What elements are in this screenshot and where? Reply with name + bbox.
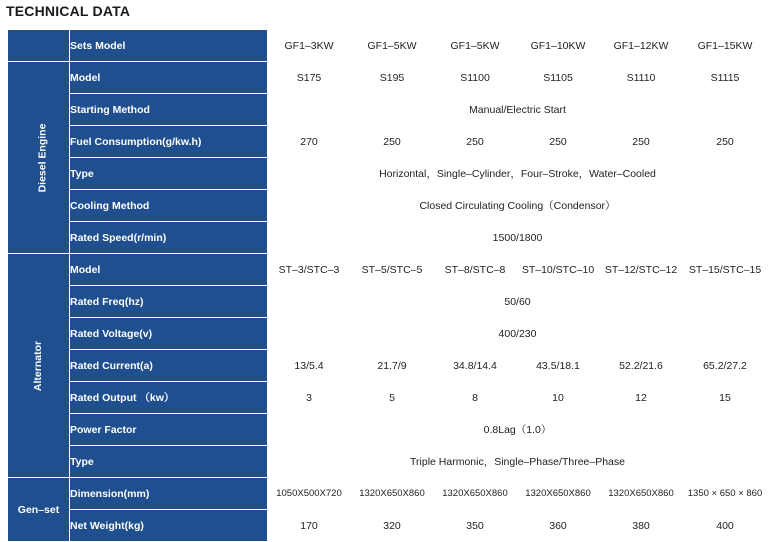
table-cell: 34.8/14.4	[434, 350, 517, 382]
table-cell: 250	[434, 126, 517, 158]
table-row	[8, 126, 768, 158]
row-label: Rated Speed(r/min)	[70, 222, 268, 254]
table-row	[8, 286, 768, 318]
row-label: Starting Method	[70, 94, 268, 126]
table-cell: 350	[434, 510, 517, 542]
table-cell: 400/230	[268, 318, 768, 350]
table-cell: ST–5/STC–5	[351, 254, 434, 286]
table-cell: Triple Harmonic，Single–Phase/Three–Phase	[268, 446, 768, 478]
table-row	[8, 382, 768, 414]
table-row	[8, 318, 768, 350]
table-cell: 250	[683, 126, 768, 158]
table-cell: S195	[351, 62, 434, 94]
table-cell: 360	[517, 510, 600, 542]
table-cell: 1350 × 650 × 860	[683, 478, 768, 510]
table-cell: 52.2/21.6	[600, 350, 683, 382]
sets-model-cell: GF1–15KW	[683, 30, 768, 62]
row-label: Model	[70, 62, 268, 94]
sets-model-cell: GF1–12KW	[600, 30, 683, 62]
table-cell: 15	[683, 382, 768, 414]
table-cell: Horizontal，Single–Cylinder，Four–Stroke，Water–Cooled	[268, 158, 768, 190]
table-cell: 250	[517, 126, 600, 158]
group-label: Gen–set	[17, 503, 60, 516]
header-corner	[8, 30, 70, 62]
table-row	[8, 414, 768, 446]
table-cell: 320	[351, 510, 434, 542]
table-cell: 12	[600, 382, 683, 414]
row-label: Rated Current(a)	[70, 350, 268, 382]
table-cell: 1320X650X860	[351, 478, 434, 510]
row-label: Type	[70, 158, 268, 190]
table-cell: S1100	[434, 62, 517, 94]
table-cell: ST–10/STC–10	[517, 254, 600, 286]
table-cell: ST–8/STC–8	[434, 254, 517, 286]
row-label: Net Weight(kg)	[70, 510, 268, 542]
sets-model-cell: GF1–5KW	[351, 30, 434, 62]
table-cell: S1115	[683, 62, 768, 94]
table-cell: S175	[268, 62, 351, 94]
table-cell: 0.8Lag（1.0）	[268, 414, 768, 446]
table-row	[8, 350, 768, 382]
group-diesel-engine	[8, 62, 70, 254]
sets-model-label: Sets Model	[70, 30, 268, 62]
table-cell: 1320X650X860	[517, 478, 600, 510]
table-cell: 65.2/27.2	[683, 350, 768, 382]
table-cell: S1105	[517, 62, 600, 94]
group-label: Diesel Engine	[36, 123, 49, 192]
table-cell: 380	[600, 510, 683, 542]
sets-model-cell: GF1–10KW	[517, 30, 600, 62]
row-label: Power Factor	[70, 414, 268, 446]
table-row	[8, 190, 768, 222]
table-row	[8, 510, 768, 542]
table-cell: 1320X650X860	[600, 478, 683, 510]
row-label: Rated Freq(hz)	[70, 286, 268, 318]
table-cell: 170	[268, 510, 351, 542]
table-row	[8, 94, 768, 126]
page-title: TECHNICAL DATA	[6, 3, 131, 19]
table-row	[8, 478, 768, 510]
table-cell: 400	[683, 510, 768, 542]
sets-model-cell: GF1–3KW	[268, 30, 351, 62]
row-label: Rated Voltage(v)	[70, 318, 268, 350]
table-cell: ST–3/STC–3	[268, 254, 351, 286]
row-label: Dimension(mm)	[70, 478, 268, 510]
table-cell: ST–15/STC–15	[683, 254, 768, 286]
sets-model-cell: GF1–5KW	[434, 30, 517, 62]
group-label: Alternator	[32, 340, 45, 391]
table-cell: 50/60	[268, 286, 768, 318]
table-cell: 21.7/9	[351, 350, 434, 382]
table-cell: 250	[600, 126, 683, 158]
table-cell: 8	[434, 382, 517, 414]
table-cell: 1320X650X860	[434, 478, 517, 510]
table-header-row	[8, 30, 768, 62]
group-gen-set	[8, 478, 70, 542]
table-cell: Closed Circulating Cooling（Condensor）	[268, 190, 768, 222]
row-label: Fuel Consumption(g/kw.h)	[70, 126, 268, 158]
row-label: Model	[70, 254, 268, 286]
table-cell: 5	[351, 382, 434, 414]
table-cell: ST–12/STC–12	[600, 254, 683, 286]
table-cell: Manual/Electric Start	[268, 94, 768, 126]
table-cell: 3	[268, 382, 351, 414]
table-cell: 1050X500X720	[268, 478, 351, 510]
table-row	[8, 222, 768, 254]
table-cell: 13/5.4	[268, 350, 351, 382]
table-cell: 43.5/18.1	[517, 350, 600, 382]
table-row	[8, 254, 768, 286]
row-label: Cooling Method	[70, 190, 268, 222]
group-alternator	[8, 254, 70, 478]
table-cell: 250	[351, 126, 434, 158]
table-row	[8, 446, 768, 478]
table-row	[8, 62, 768, 94]
technical-data-table	[7, 29, 768, 542]
row-label: Type	[70, 446, 268, 478]
table-cell: 270	[268, 126, 351, 158]
table-cell: 10	[517, 382, 600, 414]
row-label: Rated Output （kw）	[70, 382, 268, 414]
table-row	[8, 158, 768, 190]
table-cell: 1500/1800	[268, 222, 768, 254]
table-cell: S1110	[600, 62, 683, 94]
